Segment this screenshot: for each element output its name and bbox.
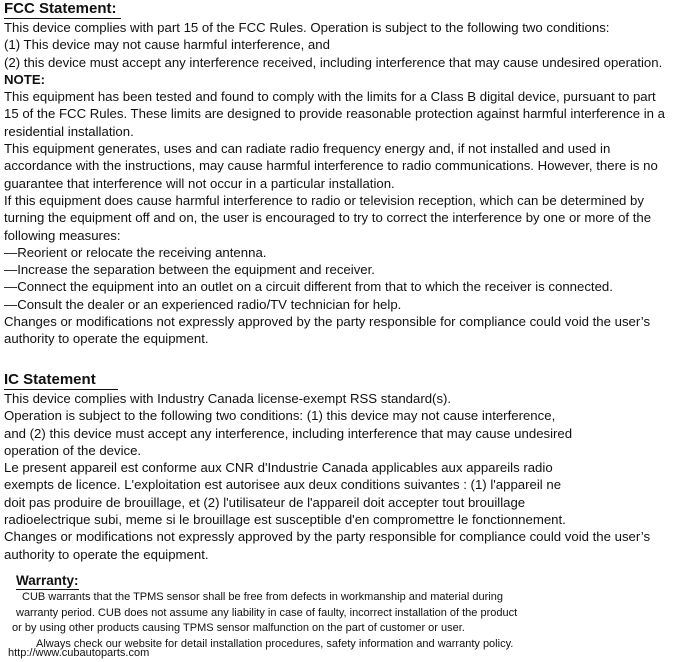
warranty-section bbox=[12, 572, 518, 652]
ic-line: authority to operate the equipment. bbox=[4, 546, 209, 562]
note-line: 15 of the FCC Rules. These limits are designed to provide reasonable protection against harmful interference in a bbox=[4, 106, 665, 122]
note-label: NOTE: bbox=[4, 71, 46, 87]
ic-line: exempts de licence. L'exploitation est autorisee aux deux conditions suivantes : (1) l'appareil ne bbox=[4, 477, 562, 493]
ic-line: Operation is subject to the following two conditions: (1) this device may not cause interference, bbox=[4, 408, 556, 424]
fcc-line: This device complies with part 15 of the FCC Rules. Operation is subject to the following two conditions: bbox=[4, 20, 610, 35]
note-line: Changes or modifications not expressly approved by the party responsible for compliance could void the user’s bbox=[4, 314, 651, 330]
note-line: This equipment has been tested and found to comply with the limits for a Class B digital device, pursuant to part bbox=[4, 89, 656, 105]
note-line: If this equipment does cause harmful interference to radio or television reception, which can be determined by bbox=[4, 192, 644, 208]
fcc-line: (1) This device may not cause harmful interference, and bbox=[4, 37, 330, 53]
ic-line: Changes or modifications not expressly approved by the party responsible for compliance could void the user’s bbox=[4, 529, 651, 545]
note-line: This equipment generates, uses and can radiate radio frequency energy and, if not installed and used in bbox=[4, 141, 611, 157]
warranty-line: Always check our website for detail installation procedures, safety information and warranty policy. bbox=[36, 637, 514, 650]
ic-heading: IC Statement bbox=[4, 371, 118, 390]
warranty-line: or by using other products causing TPMS sensor malfunction on the part of customer or user. bbox=[12, 622, 465, 635]
ic-line: operation of the device. bbox=[4, 442, 142, 458]
measure-item: —Increase the separation between the equipment and receiver. bbox=[4, 262, 375, 278]
warranty-line: warranty period. CUB does not assume any liability in case of faulty, incorrect installation of the product bbox=[16, 606, 518, 619]
warranty-line: CUB warrants that the TPMS sensor shall be free from defects in workmanship and material during bbox=[22, 591, 503, 603]
note-line: following measures: bbox=[4, 227, 121, 243]
fcc-heading: FCC Statement: bbox=[4, 0, 121, 19]
note-line: accordance with the instructions, may cause harmful interference to radio communications. However, there is no bbox=[4, 158, 658, 174]
ic-statement-section bbox=[4, 371, 650, 563]
ic-line: doit pas produire de brouillage, et (2) l'utilisateur de l'appareil doit accepter tout brouillage bbox=[4, 494, 526, 510]
note-line: residential installation. bbox=[4, 123, 134, 139]
ic-line: and (2) this device must accept any interference, including interference that may cause undesired bbox=[4, 425, 573, 441]
ic-line: radioelectrique subi, meme si le brouillage est susceptible d'en compromettre le fonctionnement. bbox=[4, 512, 566, 528]
ic-line: This device complies with Industry Canada license-exempt RSS standard(s). bbox=[4, 391, 452, 406]
website-url: http://www.cubautoparts.com bbox=[8, 647, 150, 659]
warranty-heading: Warranty: bbox=[16, 573, 79, 588]
note-line: guarantee that interference will not occur in a particular installation. bbox=[4, 175, 395, 191]
ic-line: Le present appareil est conforme aux CNR d'Industrie Canada applicables aux appareils radio bbox=[4, 460, 553, 476]
fcc-line: (2) this device must accept any interference received, including interference that may cause undesired operation. bbox=[4, 54, 663, 70]
note-line: turning the equipment off and on, the user is encouraged to try to correct the interference by one or more of the bbox=[4, 210, 652, 226]
measure-item: —Reorient or relocate the receiving antenna. bbox=[4, 244, 267, 260]
measure-item: —Connect the equipment into an outlet on a circuit different from that to which the receiver is connected. bbox=[4, 279, 613, 295]
note-line: authority to operate the equipment. bbox=[4, 331, 209, 347]
fcc-statement-section bbox=[4, 0, 665, 348]
measure-item: —Consult the dealer or an experienced radio/TV technician for help. bbox=[4, 296, 402, 312]
